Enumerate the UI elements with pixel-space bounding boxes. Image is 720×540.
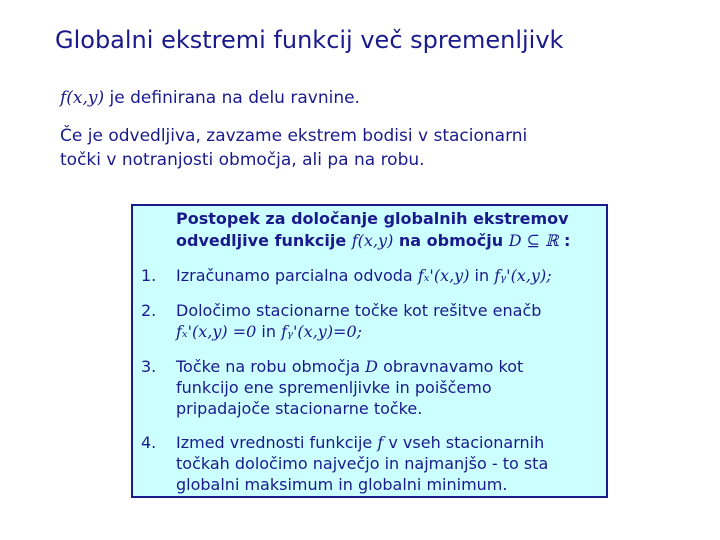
step-text: pripadajoče stacionarne točke. — [176, 399, 423, 418]
heading-text-b: na območju — [393, 231, 509, 250]
step-3-text-b: obravnavamo kot — [377, 357, 524, 376]
equation-x: fₓ'(x,y) =0 — [176, 322, 257, 341]
step-text: funkcijo ene spremenljivke in poiščemo — [176, 378, 492, 397]
step-text: globalni maksimum in globalni minimum. — [176, 475, 508, 494]
step-text — [176, 265, 606, 286]
procedure-heading-line-1: Postopek za določanje globalnih ekstremov — [176, 209, 569, 228]
step-2-text-b: in — [256, 322, 282, 341]
step-number: 3. — [141, 357, 157, 376]
partial-y: fᵧ'(x,y); — [494, 266, 552, 285]
heading-text-c: : — [558, 231, 571, 250]
step-text — [176, 432, 606, 453]
step-number: 1. — [141, 266, 157, 285]
step-4-text-b: v vseh stacionarnih — [383, 433, 545, 452]
partial-x: fₓ'(x,y) — [417, 266, 470, 285]
step-text: točkah določimo največjo in najmanjšo - to sta — [176, 454, 549, 473]
domain-symbol: D — [365, 357, 378, 376]
step-number: 4. — [141, 433, 157, 452]
slide-title: Globalni ekstremi funkcij več spremenljivk — [55, 26, 564, 54]
intro-text: je definirana na delu ravnine. — [104, 88, 360, 108]
intro-paragraph — [60, 88, 360, 108]
step-text: Določimo stacionarne točke kot rešitve enačb — [176, 301, 542, 320]
step-equations — [176, 321, 606, 342]
equation-y: fᵧ'(x,y)=0; — [281, 322, 363, 341]
heading-text-a: odvedljive funkcije — [176, 231, 352, 250]
heading-function: f(x,y) — [351, 231, 394, 250]
step-text — [176, 356, 606, 377]
step-1-text-b: in — [469, 266, 495, 285]
procedure-heading — [176, 208, 570, 252]
procedure-box — [131, 204, 608, 498]
function-symbol: f — [377, 433, 384, 452]
explanation-paragraph — [60, 124, 660, 172]
step-3-text-a: Točke na robu območja — [176, 357, 366, 376]
procedure-heading-line-2 — [176, 230, 570, 252]
explanation-line-2: točki v notranjosti območja, ali pa na robu. — [60, 150, 425, 170]
explanation-line-1: Če je odvedljiva, zavzame ekstrem bodisi v stacionarni — [60, 126, 528, 146]
step-4-text-a: Izmed vrednosti funkcije — [176, 433, 378, 452]
function-symbol: f(x,y) — [60, 88, 105, 108]
step-number: 2. — [141, 301, 157, 320]
step-1-text-a: Izračunamo parcialna odvoda — [176, 266, 418, 285]
heading-domain: D ⊆ ℝ — [508, 231, 559, 250]
